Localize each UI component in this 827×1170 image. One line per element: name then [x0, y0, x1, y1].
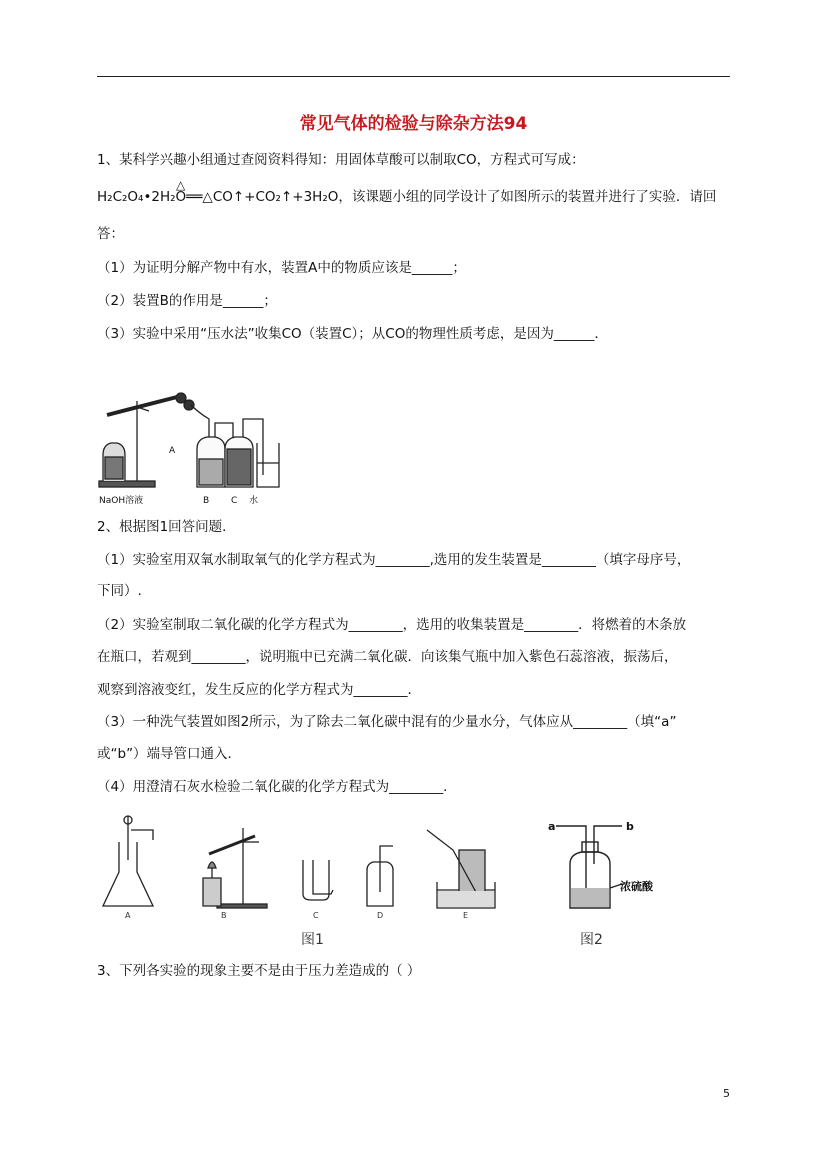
- q1-answer-lead: 答：: [97, 226, 124, 242]
- q2-part2c: 观察到溶液变红，发生反应的化学方程式为________．: [97, 682, 421, 698]
- page-title: 常见气体的检验与除杂方法94: [299, 114, 528, 134]
- q2-figure-2: [540, 812, 670, 952]
- q1-part2: （2）装置B的作用是______；: [97, 293, 277, 309]
- fig2-label-b: b: [626, 820, 634, 833]
- fig1-label-a: A: [125, 911, 131, 920]
- page-number: 5: [723, 1087, 730, 1100]
- q1-fig-label-a: A: [169, 446, 176, 456]
- q3-text: 3、下列各实验的现象主要不是由于压力差造成的（ ）: [97, 963, 421, 979]
- q1-intro: 1、某科学兴趣小组通过查阅资料得知：用固体草酸可以制取CO，方程式可写成：: [97, 152, 585, 168]
- q1-eq-condition: △: [176, 178, 186, 192]
- q1-part1: （1）为证明分解产物中有水，装置A中的物质应该是______；: [97, 260, 466, 276]
- q1-fig-label-naoh: NaOH溶液: [99, 496, 144, 506]
- q1-equation-line: H₂C₂O₄•2H₂O══△CO↑+CO₂↑+3H₂O，该课题小组的同学设计了如图所示的装置并进行了实验．请回: [97, 189, 717, 205]
- header-rule: [97, 76, 730, 77]
- fig1-caption: 图1: [301, 932, 324, 948]
- fig1-label-e: E: [463, 911, 469, 920]
- q2-figure-1: [97, 810, 517, 950]
- fig2-caption: 图2: [580, 932, 603, 948]
- q1-apparatus-figure: [97, 383, 282, 506]
- fig1-label-d: D: [377, 911, 384, 920]
- q2-part3b: 或“b”）端导管口通入．: [97, 746, 242, 762]
- q2-part2a: （2）实验室制取二氧化碳的化学方程式为________，选用的收集装置是________．将燃着的木条放: [97, 617, 687, 633]
- q2-part1b: 下同）.: [97, 583, 142, 599]
- fig2-label-acid: 浓硫酸: [620, 880, 653, 893]
- q1-fig-label-water: 水: [249, 496, 259, 506]
- fig2-label-a: a: [548, 820, 556, 833]
- q2-part1a: （1）实验室用双氧水制取氧气的化学方程式为________,选用的发生装置是________（填字母序号，: [97, 552, 691, 568]
- q2-part3a: （3）一种洗气装置如图2所示，为了除去二氧化碳中混有的少量水分，气体应从________（填“a”: [97, 714, 677, 730]
- fig1-label-c: C: [313, 911, 319, 920]
- q1-fig-label-c: C: [231, 496, 238, 506]
- q1-part3: （3）实验中采用“压水法”收集CO（装置C）；从CO的物理性质考虑，是因为______．: [97, 326, 608, 342]
- fig1-label-b: B: [221, 911, 227, 920]
- q2-part4: （4）用澄清石灰水检验二氧化碳的化学方程式为________．: [97, 779, 457, 795]
- q2-intro: 2、根据图1回答问题．: [97, 519, 236, 535]
- q1-fig-label-b: B: [203, 496, 210, 506]
- q2-part2b: 在瓶口，若观到________，说明瓶中已充满二氧化碳．向该集气瓶中加入紫色石蕊溶液，振荡后，: [97, 649, 678, 665]
